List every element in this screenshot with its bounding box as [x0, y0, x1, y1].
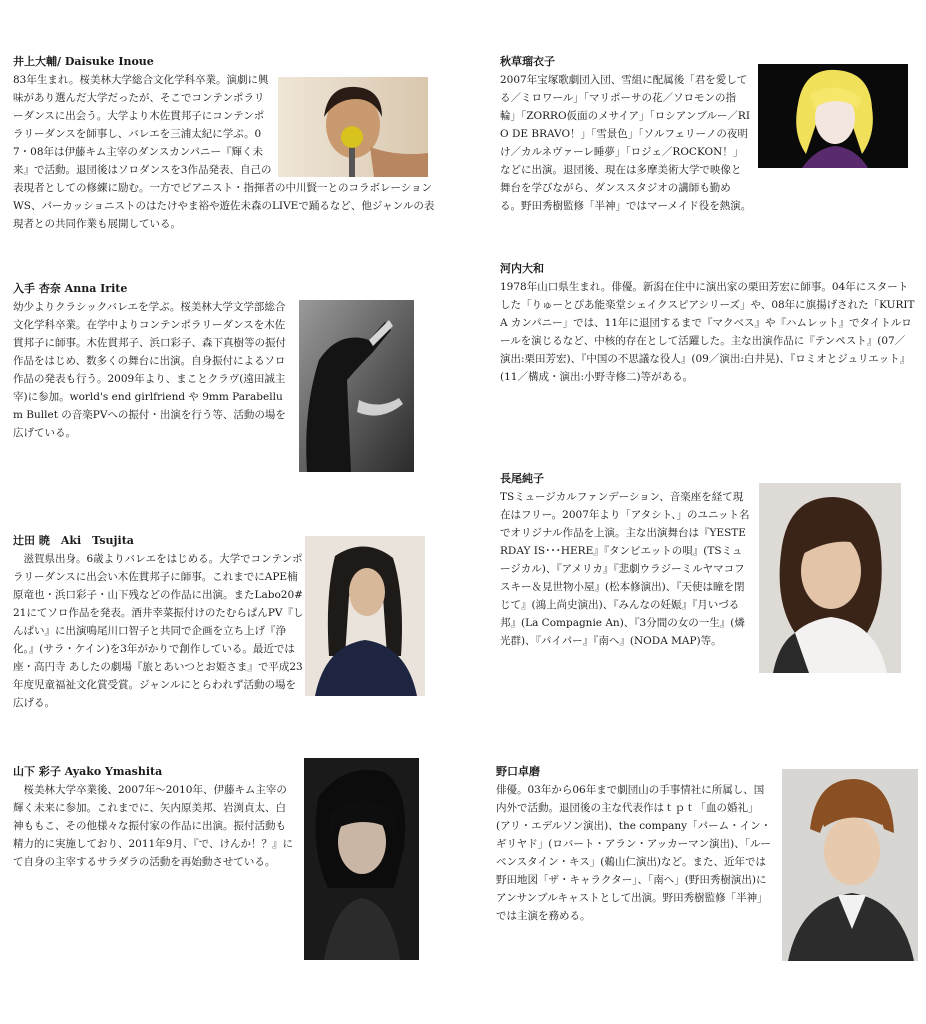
profile-bio: 滋賀県出身。6歳よりバレエをはじめる。大学でコンテンポラリーダンスに出会い木佐貫邦子に師事。これまでにAPE楠原竜也・浜口彩子・山下残などの作品に出演。またLabo20#21にてソロ作品を発表。酒井幸菜振付けのたむらぱんPV『しんぱい』に出演鳴尾川口智子と共同で企画を立ち上げ『浄化。』(サラ・ケイン)を3年がかりで創作している。最近では座・高円寺 あしたの劇場『旅とあいつとお姫さま』で平成23年度児童福祉文化賞受賞。ジャンルにとらわれず活動の場を広げる。	[13, 553, 304, 709]
profile-name: 長尾純子	[500, 472, 544, 485]
profile-name: 辻田 暁 Aki Tsujita	[13, 534, 134, 547]
profile-name: 入手 杏奈 Anna Irite	[13, 282, 128, 295]
dancer-portrait-photo	[305, 536, 425, 696]
dancer-with-microphone-photo	[278, 77, 428, 177]
profile-name: 秋草瑠衣子	[500, 55, 555, 68]
profile-bio: 俳優。03年から06年まで劇団山の手事情社に所属し、国内外で活動。退団後の主な代表作はｔｐｔ「血の婚礼」(アリ・エデルソン演出)、the company「パーム・イン・ギリヤド」(ロバート・アラン・アッカーマン演出)、「ルーベンスタイン・キス」(鵜山仁演出)など。また、近年では野田地図「ザ・キャラクター」、「南へ」(野田秀樹演出)にアンサンブルキャストとして出演。野田秀樹監修「半神」では主演を務める。	[496, 784, 772, 922]
profile-name: 野口卓磨	[496, 765, 540, 778]
profile-bio: 83年生まれ。桜美林大学総合文化学科卒業。演劇に興味があり選んだ大学だったが、そこでコンテンポラリーダンスに出会う。大学より木佐貫邦子にコンテンポラリーダンスを師事し、バレエを三浦太紀に学ぶ。07・08年は伊藤キム主宰のダンスカンパニー『輝く未来』で活動。退団後はソロダンスを3作品発表、自己の表現者としての修練に励む。一方でピアニスト・指揮者の中川賢一とのコラボレーションWS、パーカッショニストのはたけやま裕や遊佐未森のLIVEで踊るなど、他ジャンルの表現者との共同作業も展開している。	[13, 74, 435, 230]
profile-bio: 幼少よりクラシックバレエを学ぶ。桜美林大学文学部総合文化学科卒業。在学中よりコンテンポラリーダンスを木佐貫邦子に師事。木佐貫邦子、浜口彩子、森下真樹等の振付作品をはじめ、数多くの舞台に出演。自身振付によるソロ作品の発表も行う。2009年より、まことクラヴ(遠田誠主宰)に参加。world's end girlfriend や 9mm Parabellum Bullet の音楽PVへの振付・出演を行う等、活動の場を広げている。	[13, 301, 286, 439]
profile-bio: 1978年山口県生まれ。俳優。新潟在住中に演出家の栗田芳宏に師事。04年にスタートした「りゅーとぴあ能楽堂シェイクスピアシリーズ」や、08年に旗揚げされた「KURITA カンパニー」では、11年に退団するまで『マクベス』や『ハムレット』でタイトルロールを演じるなど、中核的存在として活躍した。主な出演作品に『テンペスト』(07／演出:栗田芳宏)、『中国の不思議な役人』(09／演出:白井晃)、『ロミオとジュリエット』(11／構成・演出:小野寺修二)等がある。	[500, 281, 915, 383]
dancer-bw-photo	[299, 300, 414, 472]
profile-bio: 桜美林大学卒業後、2007年～2010年、伊藤キム主宰の輝く未来に参加。これまでに、矢内原美邦、岩渕貞太、白神ももこ、その他様々な振付家の作品に出演。振付活動も精力的に実施しており、2011年9月、『で、けんか！？』にて自身の主宰するサラダラの活動を再始動させている。	[13, 784, 293, 868]
actress-portrait-photo	[759, 483, 901, 673]
profile-yamato-kochi	[500, 262, 915, 386]
profile-name: 山下 彩子 Ayako Ymashita	[13, 765, 163, 778]
profile-bio: 2007年宝塚歌劇団入団、雪組に配属後「君を愛してる／ミロワール」「マリポーサの花／ソロモンの指輪」「ZORRO仮面のメサイア」「ロシアンブルー／RIO DE BRAVO！」「雪景色」「ソルフェリーノの夜明け／カルネヴァーレ睡夢」「ロジェ／ROCKON！」などに出演。退団後、現在は多摩美術大学で映像と舞台を学びながら、ダンススタジオの講師も勤める。野田秀樹監修「半神」ではマーメイド役を熱演。	[500, 74, 752, 212]
dancer-dark-portrait-photo	[304, 758, 419, 960]
blonde-performer-photo	[758, 64, 908, 168]
profile-bio: TSミュージカルファンデーション、音楽座を経て現在はフリー。2007年より「アタシト、」のユニット名でオリジナル作品を上演。主な出演舞台は『YESTERDAY IS･･･HERE』『タンビエットの唄』(TSミュージカル)、『アメリカ』『悲劇ウラジーミルヤマコフスキー＆見世物小屋』(松本修演出)、『天使は瞳を閉じて』(鴻上尚史演出)、『みんなの妊娠』『月いづる邦』(La Compagnie An)、『3分間の女の一生』(燐光群)、『パイパー』『南へ』(NODA MAP)等。	[500, 491, 750, 647]
profile-name: 井上大輔/ Daisuke Inoue	[13, 55, 154, 68]
actor-portrait-photo	[782, 769, 918, 961]
profile-name: 河内大和	[500, 262, 544, 275]
